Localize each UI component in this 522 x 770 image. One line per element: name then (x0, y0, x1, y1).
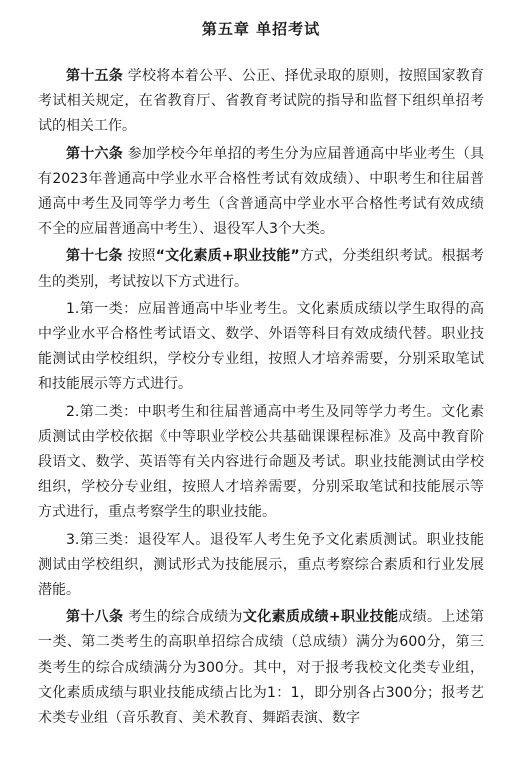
article-17 (38, 244, 484, 294)
article-18 (38, 605, 484, 731)
article-15-label: 第十五条 (66, 68, 124, 84)
article-18-bold-phrase: 文化素质成绩+职业技能 (242, 609, 399, 626)
category-1: 1.第一类：应届普通高中毕业考生。文化素质成绩以学生取得的高中学业水平合格性考试语文、数学、外语等科目有效成绩代替。职业技能测试由学校组织，学校分专业组，按照人才培养需要，分别采取笔试和技能展示等方式进行。 (38, 300, 484, 393)
article-16-text: 参加学校今年单招的考生分为应届普通高中毕业考生（具有2023年普通高中学业水平合格性考试有效成绩）、中职考生和往届普通高中考生及同等学力考生（含普通高中学业水平合格性考试有效成绩不全的应届普通高中考生）、退役军人3个大类。 (38, 145, 485, 238)
article-17-label: 第十七条 (66, 248, 123, 265)
article-18-text-a: 考生的综合成绩为 (123, 609, 243, 626)
article-17-text-b: 方式，分类组织考试。根据考生的类别，考试按以下方式进行。 (38, 248, 485, 290)
article-15 (38, 64, 484, 140)
category-2: 2.第二类：中职考生和往届普通高中考生及同等学力考生。文化素质测试由学校依据《中等职业学校公共基础课课程标准》及高中教育阶段语文、数学、英语等有关内容进行命题及考试。职业技能测试由学校组织，学校分专业组，按照人才培养需要，分别采取笔试和技能展示等方式进行，重点考察学生的职业技能。 (38, 403, 484, 521)
chapter-title: 第五章 单招考试 (201, 20, 321, 38)
category-3: 3.第三类：退役军人。退役军人考生免予文化素质测试。职业技能测试由学校组织，测试形式为技能展示，重点考察综合素质和行业发展潜能。 (38, 531, 484, 599)
article-17-text-a: 按照 (122, 248, 156, 265)
document-page (38, 18, 484, 733)
article-16-label: 第十六条 (66, 145, 124, 162)
article-18-label: 第十八条 (66, 609, 124, 626)
article-15-text: 学校将本着公平、公正、择优录取的原则，按照国家教育考试相关规定，在省教育厅、省教育考试院的指导和监督下组织单招考试的相关工作。 (38, 68, 485, 135)
article-17-bold-phrase: “文化素质+职业技能” (155, 248, 300, 265)
article-16 (38, 142, 484, 243)
article-18-text-b: 成绩。上述第一类、第二类考生的高职单招综合成绩（总成绩）满分为600分，第三类考生的综合成绩满分为300分。其中，对于报考我校文化类专业组，文化素质成绩与职业技能成绩占比为1：1，即分别各占300分；报考艺术类专业组（音乐教育、美术教育、舞蹈表演、数字 (38, 609, 485, 727)
